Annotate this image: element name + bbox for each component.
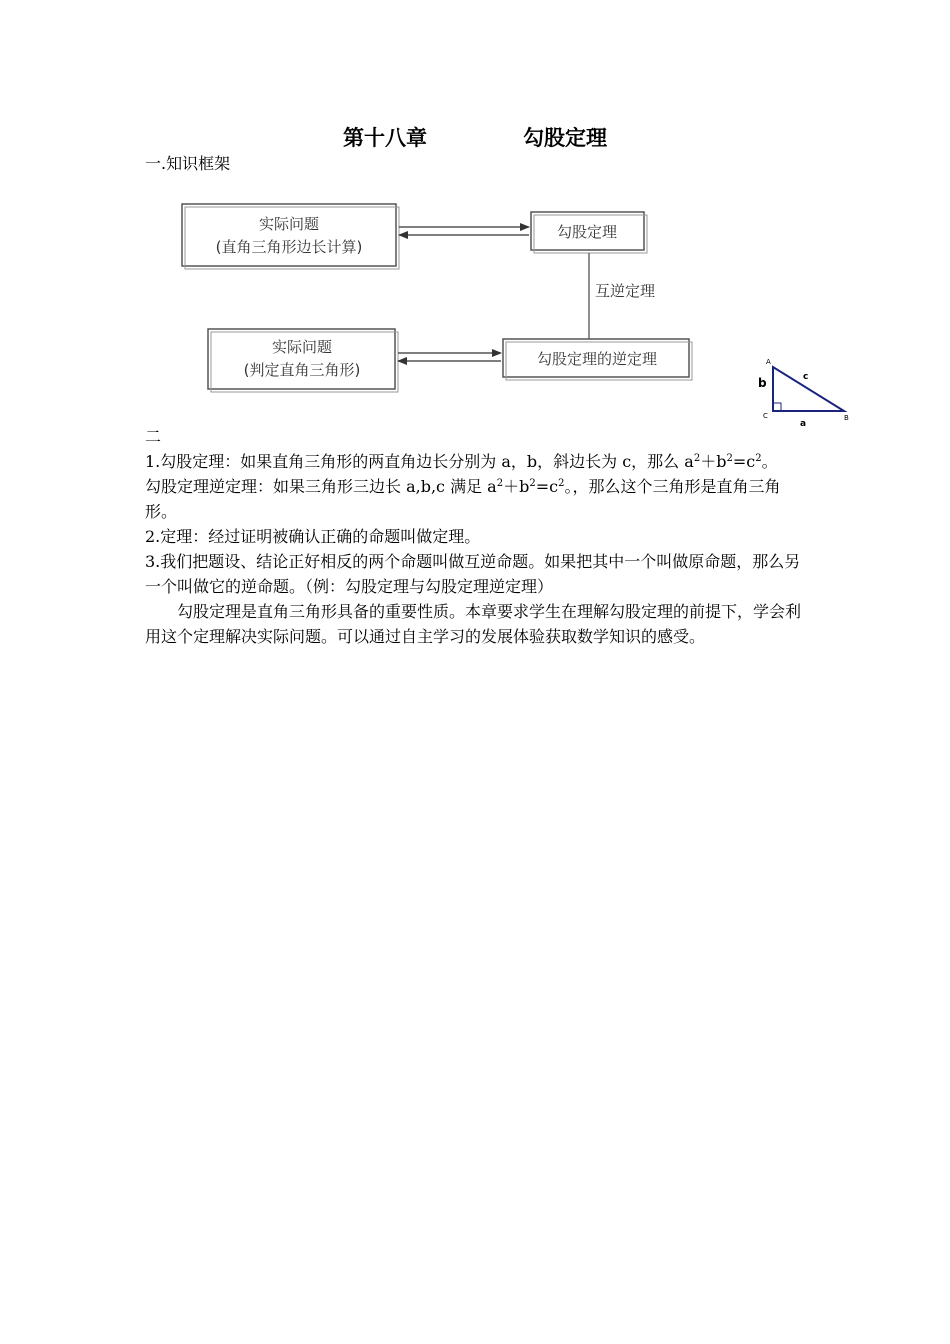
- box-practical-problem-1: [182, 204, 396, 266]
- paragraph-chapter-summary: 勾股定理是直角三角形具备的重要性质。本章要求学生在理解勾股定理的前提下，学会利用这个定理解决实际问题。可以通过自主学习的发展体验获取数学知识的感受。: [145, 602, 802, 646]
- box-practical-problem-2-line2: (判定直角三角形): [243, 361, 361, 379]
- section-heading-two: 二: [145, 427, 162, 446]
- box-practical-problem-1-line2: (直角三角形边长计算): [215, 238, 363, 256]
- converse-relation-label: 互逆定理: [595, 282, 656, 300]
- box-practical-problem-2-line1: 实际问题: [271, 338, 333, 356]
- vertex-a-label: A: [766, 358, 771, 366]
- paragraph-converse-propositions: 3.我们把题设、结论正好相反的两个命题叫做互逆命题。如果把其中一个叫做原命题，那么另一个叫做它的逆命题。（例：勾股定理与勾股定理逆定理）: [145, 552, 801, 596]
- chapter-number: 第十八章: [343, 126, 427, 150]
- paragraph-pythagorean-theorem: 1.勾股定理：如果直角三角形的两直角边长分别为 a，b，斜边长为 c，那么 $a^2+b^2=c^2$。: [145, 452, 778, 471]
- knowledge-framework-diagram: [170, 192, 700, 407]
- side-b-label: b: [758, 376, 767, 390]
- vertex-c-label: C: [763, 412, 768, 420]
- section-heading-framework: 一.知识框架: [145, 154, 231, 173]
- section-two-content: [145, 424, 810, 649]
- paragraph-converse-theorem: 勾股定理逆定理：如果三角形三边长 a,b,c 满足 $a^2+b^2=c^2$。，那么这个三角形是直角三角形。: [145, 477, 781, 521]
- box-practical-problem-1-line1: 实际问题: [258, 215, 320, 233]
- box-pythagorean-theorem-label: 勾股定理: [556, 223, 618, 241]
- box-converse-theorem-label: 勾股定理的逆定理: [536, 350, 658, 368]
- side-a-label: a: [800, 419, 807, 429]
- right-triangle-figure: [758, 355, 854, 431]
- right-angle-marker: [773, 403, 781, 411]
- paragraph-theorem-definition: 2.定理：经过证明被确认正确的命题叫做定理。: [145, 527, 481, 546]
- side-c-label: c: [803, 372, 809, 382]
- chapter-topic: 勾股定理: [523, 126, 607, 150]
- right-triangle-shape: [773, 367, 844, 411]
- page-title: [0, 122, 950, 152]
- vertex-b-label: B: [844, 414, 849, 422]
